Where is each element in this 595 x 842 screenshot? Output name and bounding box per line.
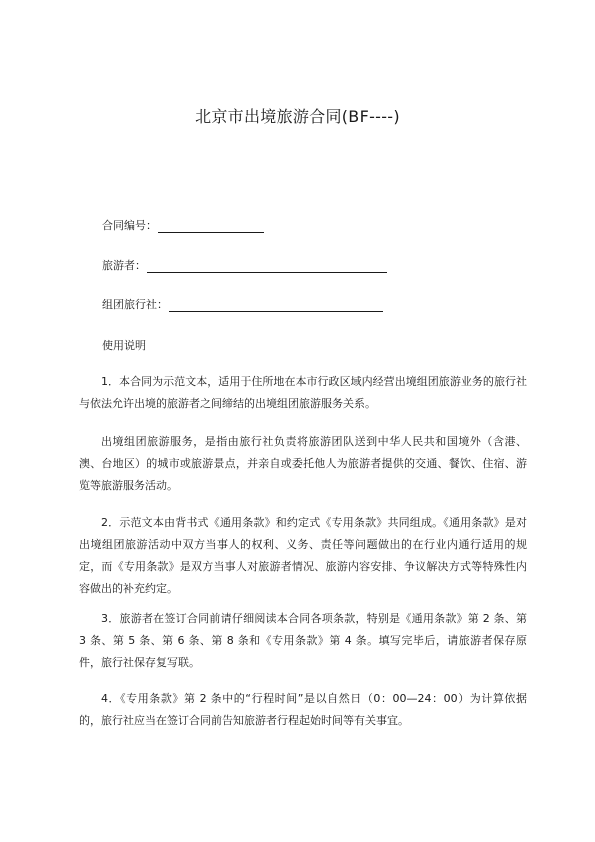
contract-number-label: 合同编号： [102,219,157,232]
contract-number-blank [158,220,264,233]
traveler-label: 旅游者： [102,259,146,272]
travel-agency-label: 组团旅行社： [102,298,168,311]
paragraph-3: 2．示范文本由背书式《通用条款》和约定式《专用条款》共同组成。《通用条款》是对出境组团旅游活动中双方当事人的权利、义务、责任等问题做出的在行业内通行适用的规定，而《专用条款》是双方当事人对旅游者情况、旅游内容安排、争议解决方式等特殊性内容做出的补充约定。 [79,516,527,595]
paragraph-4: 3．旅游者在签订合同前请仔细阅读本合同各项条款，特别是《通用条款》第 2 条、第 3 条、第 5 条、第 6 条、第 8 条和《专用条款》第 4 条。填写完毕后，请旅游者保存原件，旅行社保存复写联。 [79,612,527,669]
contract-number-field [102,217,264,233]
document-title: 北京市出境旅游合同(BF----) [195,107,400,126]
traveler-field [102,257,387,273]
paragraph-1: 1．本合同为示范文本，适用于住所地在本市行政区域内经营出境组团旅游业务的旅行社与依法允许出境的旅游者之间缔结的出境组团旅游服务关系。 [79,375,527,410]
paragraph-2: 出境组团旅游服务，是指由旅行社负责将旅游团队送到中华人民共和国境外（含港、澳、台地区）的城市或旅游景点，并亲自或委托他人为旅游者提供的交通、餐饮、住宿、游览等旅游服务活动。 [79,435,527,492]
travel-agency-field [102,296,383,312]
traveler-blank [147,260,387,273]
usage-instructions-heading: 使用说明 [102,339,146,352]
paragraph-5: 4．《专用条款》第 2 条中的“行程时间”是以自然日（0：00—24：00）为计算依据的，旅行社应当在签订合同前告知旅游者行程起始时间等有关事宜。 [79,692,527,727]
travel-agency-blank [169,299,383,312]
